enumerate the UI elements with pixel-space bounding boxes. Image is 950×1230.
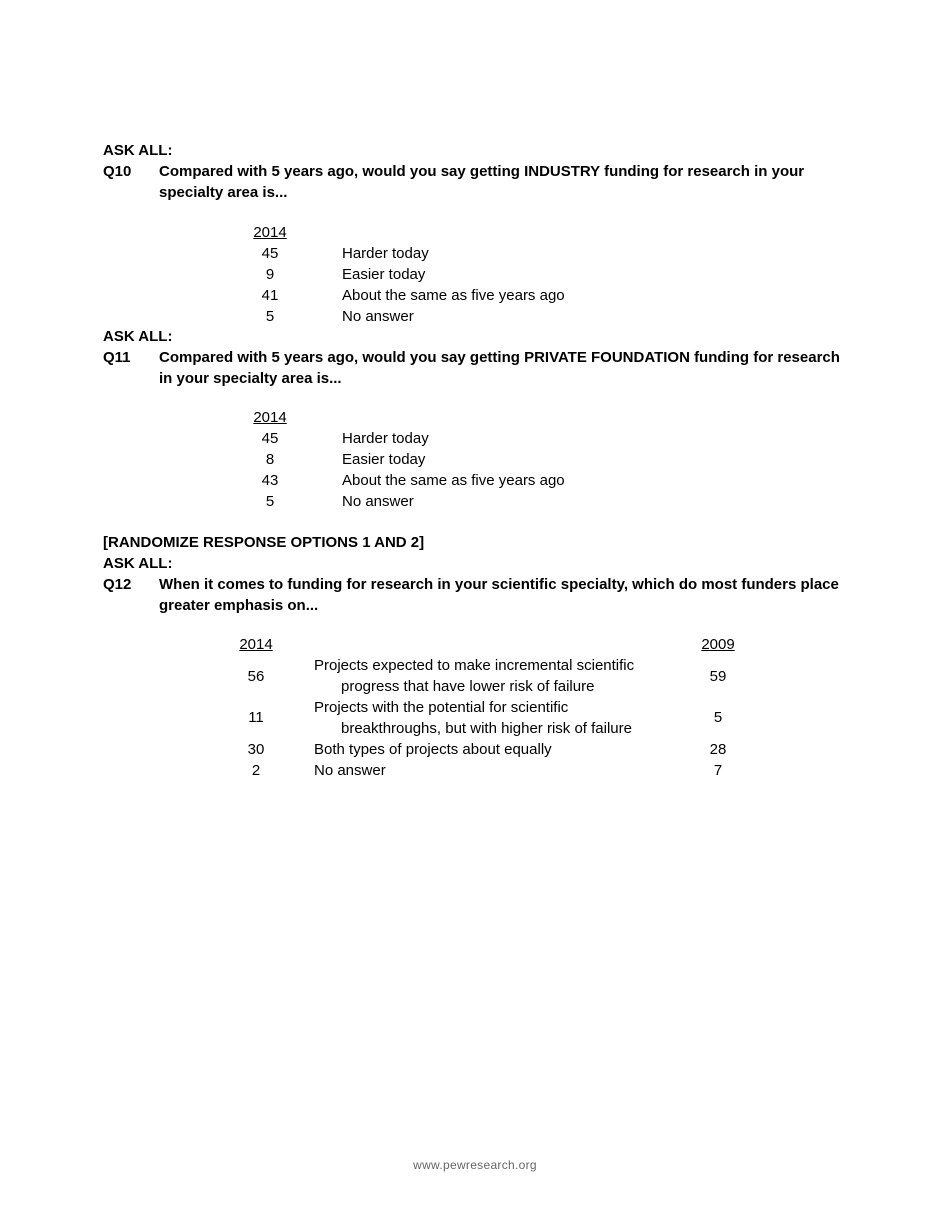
q11-label: About the same as five years ago bbox=[342, 472, 565, 489]
q12-question-text: When it comes to funding for research in your scientific specialty, which do most funders place greater emphasis on... bbox=[159, 576, 839, 614]
q12-label-continued: progress that have lower risk of failure bbox=[341, 678, 595, 695]
q11-label: Harder today bbox=[342, 430, 429, 447]
q10-number: Q10 bbox=[103, 163, 132, 180]
q12-value-2014: 56 bbox=[247, 668, 265, 685]
q12-value-2009: 5 bbox=[713, 709, 723, 726]
q10-year-header: 2014 bbox=[253, 224, 287, 241]
q10-label: Harder today bbox=[342, 245, 429, 262]
q12-value-2009: 59 bbox=[709, 668, 727, 685]
q10-label: No answer bbox=[342, 308, 414, 325]
q11-label: Easier today bbox=[342, 451, 426, 468]
q11-value: 43 bbox=[261, 472, 279, 489]
q12-year-2014-header: 2014 bbox=[239, 636, 273, 653]
q11-value: 5 bbox=[265, 493, 275, 510]
q12-ask-all: ASK ALL: bbox=[103, 555, 173, 572]
q10-label: Easier today bbox=[342, 266, 426, 283]
q10-value: 5 bbox=[265, 308, 275, 325]
q12-value-2014: 30 bbox=[247, 741, 265, 758]
q10-ask-all: ASK ALL: bbox=[103, 142, 173, 159]
q12-label: Both types of projects about equally bbox=[314, 741, 552, 758]
q12-number: Q12 bbox=[103, 576, 132, 593]
q11-question-text: Compared with 5 years ago, would you say getting PRIVATE FOUNDATION funding for research in your specialty area is... bbox=[159, 349, 840, 387]
q12-label: Projects expected to make incremental scientific bbox=[314, 657, 635, 674]
q12-value-2014: 11 bbox=[248, 709, 264, 726]
q12-label: Projects with the potential for scientific bbox=[314, 699, 569, 716]
q12-label-continued: breakthroughs, but with higher risk of failure bbox=[341, 720, 632, 737]
q11-value: 8 bbox=[265, 451, 275, 468]
q12-value-2009: 28 bbox=[709, 741, 727, 758]
q12-value-2009: 7 bbox=[713, 762, 723, 779]
footer-url: www.pewresearch.org bbox=[413, 1158, 537, 1172]
q12-year-2009-header: 2009 bbox=[701, 636, 735, 653]
q10-value: 45 bbox=[261, 245, 279, 262]
q10-label: About the same as five years ago bbox=[342, 287, 565, 304]
q10-question-text: Compared with 5 years ago, would you say getting INDUSTRY funding for research in your specialty area is... bbox=[159, 163, 805, 201]
q11-label: No answer bbox=[342, 493, 414, 510]
q12-instruction: [RANDOMIZE RESPONSE OPTIONS 1 AND 2] bbox=[103, 534, 425, 551]
q11-number: Q11 bbox=[103, 349, 131, 366]
q12-value-2014: 2 bbox=[251, 762, 261, 779]
q11-value: 45 bbox=[261, 430, 279, 447]
q12-label: No answer bbox=[314, 762, 386, 779]
q10-value: 41 bbox=[261, 287, 279, 304]
q11-ask-all: ASK ALL: bbox=[103, 328, 173, 345]
q11-year-header: 2014 bbox=[253, 409, 287, 426]
q10-value: 9 bbox=[265, 266, 275, 283]
